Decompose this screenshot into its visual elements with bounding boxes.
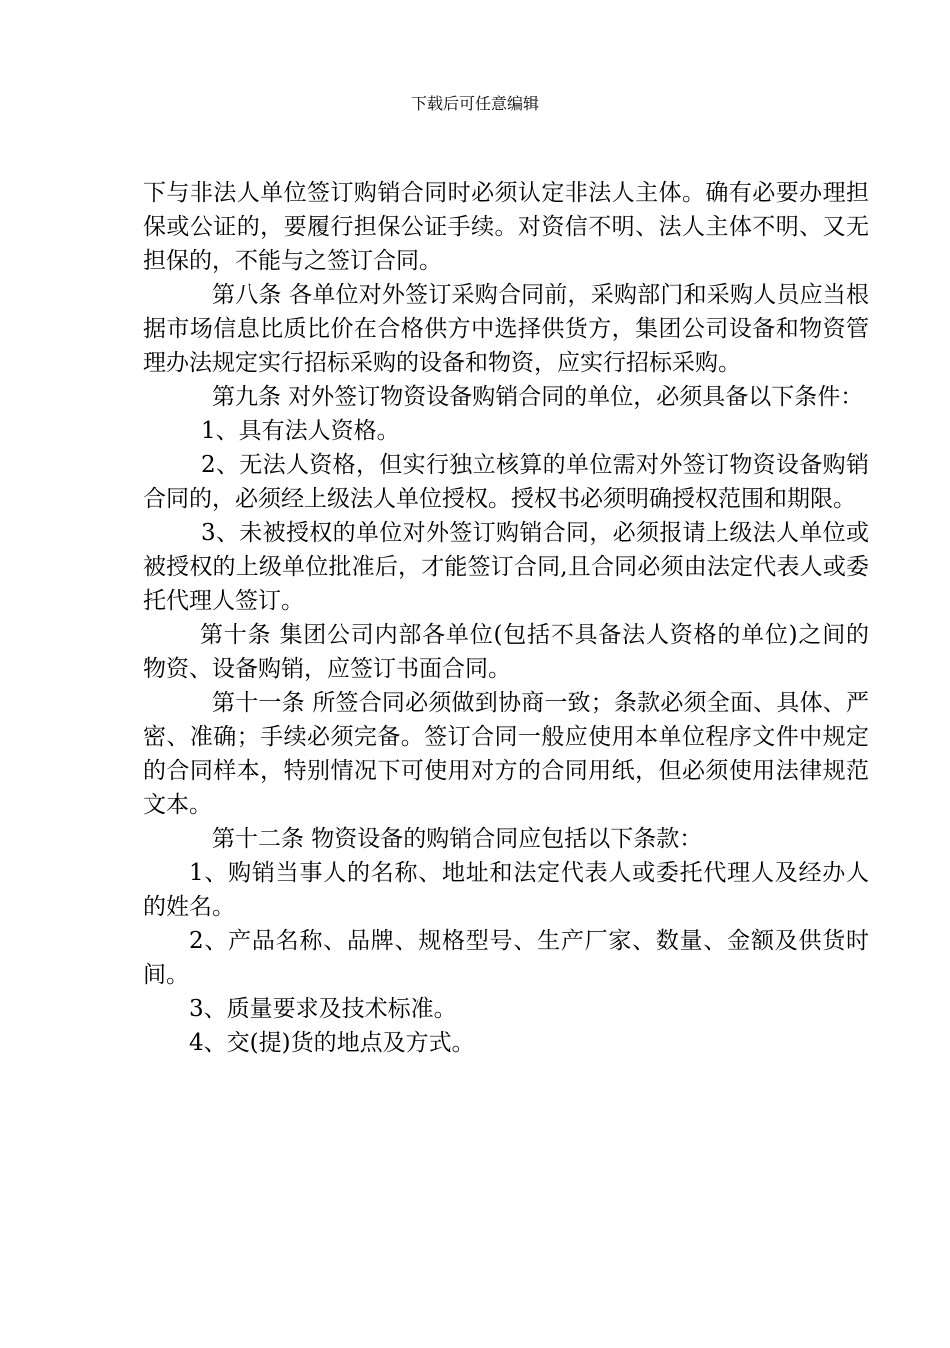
clause-9: 第九条 对外签订物资设备购销合同的单位，必须具备以下条件： — [212, 384, 864, 410]
clause-12-item-2: 2、产品名称、品牌、规格型号、生产厂家、数量、金额及供货时间。 — [143, 928, 869, 988]
clause-10: 第十条 集团公司内部各单位(包括不具备法人资格的单位)之间的物资、设备购销，应签订书面合同。 — [143, 622, 869, 682]
clause-12-item-1: 1、购销当事人的名称、地址和法定代表人或委托代理人及经办人的姓名。 — [143, 860, 869, 920]
clause-12-item-4: 4、交(提)货的地点及方式。 — [189, 1030, 475, 1056]
document-body — [143, 176, 869, 1060]
paragraph-continuation: 下与非法人单位签订购销合同时必须认定非法人主体。确有必要办理担保或公证的，要履行担保公证手续。对资信不明、法人主体不明、又无担保的，不能与之签订合同。 — [143, 180, 869, 274]
clause-12-item-3: 3、质量要求及技术标准。 — [189, 996, 457, 1022]
page-header: 下载后可任意编辑 — [410, 94, 539, 113]
clause-11: 第十一条 所签合同必须做到协商一致；条款必须全面、具体、严密、准确；手续必须完备。签订合同一般应使用本单位程序文件中规定的合同样本，特别情况下可使用对方的合同用纸，但必须使用法律规范文本。 — [143, 690, 869, 818]
clause-8: 第八条 各单位对外签订采购合同前，采购部门和采购人员应当根据市场信息比质比价在合格供方中选择供货方，集团公司设备和物资管理办法规定实行招标采购的设备和物资，应实行招标采购。 — [143, 282, 869, 376]
clause-12: 第十二条 物资设备的购销合同应包括以下条款： — [212, 826, 703, 852]
clause-9-item-2: 2、无法人资格，但实行独立核算的单位需对外签订物资设备购销合同的，必须经上级法人单位授权。授权书必须明确授权范围和期限。 — [143, 452, 869, 512]
clause-9-item-1: 1、具有法人资格。 — [201, 418, 400, 444]
clause-9-item-3: 3、未被授权的单位对外签订购销合同，必须报请上级法人单位或被授权的上级单位批准后，才能签订合同,且合同必须由法定代表人或委托代理人签订。 — [143, 520, 869, 614]
